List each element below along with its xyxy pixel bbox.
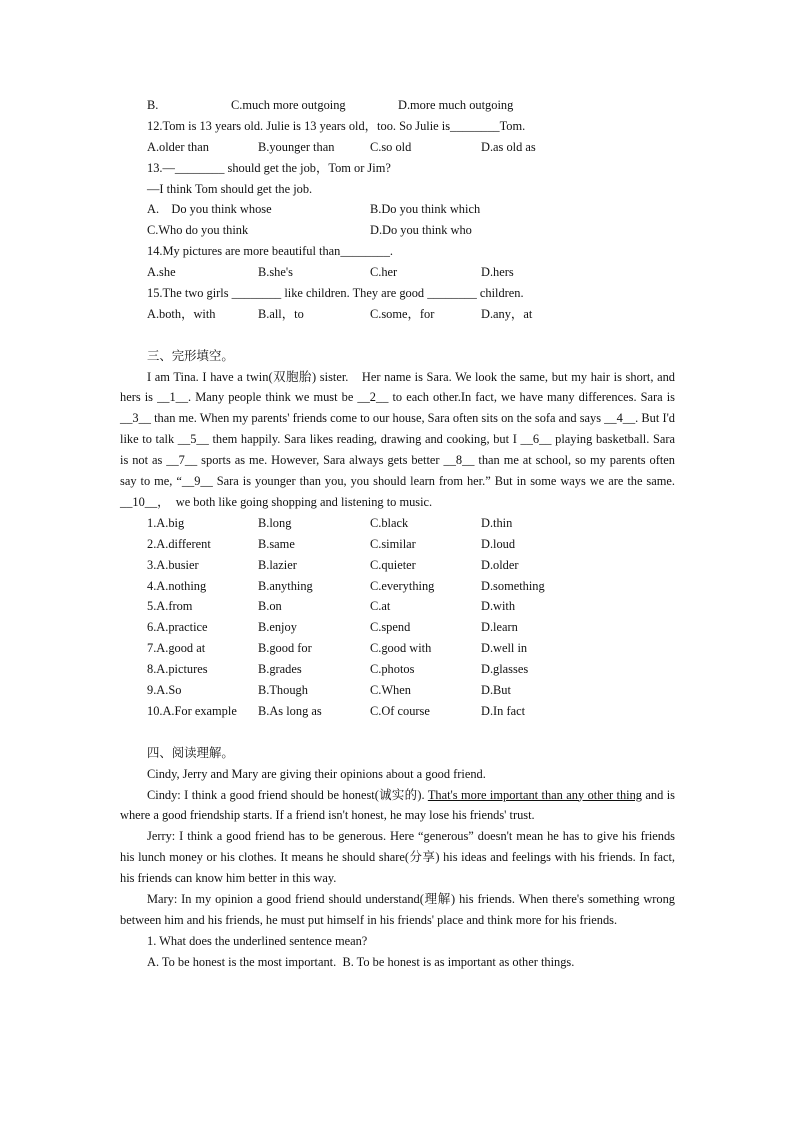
q14-option-d: D.hers <box>481 265 514 280</box>
cloze-option-c: C.Of course <box>370 703 430 718</box>
cloze-option-a: 7.A.good at <box>147 641 206 656</box>
q13-option-a: A. Do you think whose <box>147 202 272 217</box>
cloze-option-d: D.learn <box>481 620 518 635</box>
q13-option-c: C.Who do you think <box>147 223 249 238</box>
cloze-option-row <box>120 596 675 617</box>
cloze-option-a: 3.A.busier <box>147 557 199 572</box>
cloze-option-b: B.lazier <box>258 557 297 572</box>
cloze-option-c: C.at <box>370 599 391 614</box>
reading-q1-options <box>120 952 675 973</box>
q12-option-a: A.older than <box>147 139 209 154</box>
cloze-option-d: D.with <box>481 599 516 614</box>
cloze-option-d: D.loud <box>481 536 516 551</box>
cloze-option-a: 10.A.For example <box>147 703 237 718</box>
q11-options-row <box>120 95 675 116</box>
reading-q1-option-a: A. To be honest is the most important. <box>147 954 337 969</box>
q15-stem: 15.The two girls ________ like children. They are good ________ children. <box>147 286 524 301</box>
cloze-option-c: C.good with <box>370 641 432 656</box>
cloze-option-d: D.But <box>481 683 511 698</box>
cloze-option-b: B.As long as <box>258 703 322 718</box>
q12-stem: 12.Tom is 13 years old. Julie is 13 years old，too. So Julie is________Tom. <box>147 118 526 133</box>
cloze-option-a: 9.A.So <box>147 683 182 698</box>
cloze-option-row <box>120 555 675 576</box>
cloze-option-b: B.on <box>258 599 282 614</box>
cloze-option-row <box>120 534 675 555</box>
q14-option-c: C.her <box>370 265 398 280</box>
cloze-option-b: B.Though <box>258 683 308 698</box>
cloze-option-c: C.quieter <box>370 557 416 572</box>
cloze-option-row <box>120 659 675 680</box>
q15-option-c: C.some，for <box>370 306 435 321</box>
q13-option-b: B.Do you think which <box>370 202 481 217</box>
q12-option-d: D.as old as <box>481 139 536 154</box>
cindy-text-end: and is where a good friendship starts. If a friend isn't honest, he may lose his friends' trust. <box>120 787 676 823</box>
cloze-option-b: B.enjoy <box>258 620 297 635</box>
reading-q1-option-b: B. To be honest is as important as other things. <box>342 954 575 969</box>
cloze-option-c: C.everything <box>370 578 435 593</box>
cloze-option-a: 5.A.from <box>147 599 193 614</box>
q12-option-b: B.younger than <box>258 139 335 154</box>
cloze-passage: I am Tina. I have a twin(双胞胎) sister. Her name is Sara. We look the same, but my hair is short, and hers is __1__. Many people think we must be __2__ to each other.In fact, we have many differences. Sara is __3__ than me. When my parents' friends come to our house, Sara often sits on the sofa and says __4__. But I'd like to talk __5__ them happily. Sara likes reading, drawing and cooking, but I __6__ playing basketball. Sara is not as __7__ sports as me. However, Sara always gets better __8__ than me at school, so my parents often say to me, “__9__ Sara is younger than you, you should learn from her.” But in some ways we are the same. __10__， we both like going shopping and listening to music. <box>120 369 675 510</box>
cindy-text-start: Cindy: I think a good friend should be honest(诚实的). <box>147 787 428 802</box>
cloze-option-d: D.glasses <box>481 662 529 677</box>
cloze-option-c: C.When <box>370 683 411 698</box>
q15-option-b: B.all，to <box>258 306 304 321</box>
q15-option-a: A.both，with <box>147 306 216 321</box>
q15-options-row <box>120 304 675 325</box>
q14-option-a: A.she <box>147 265 176 280</box>
q13-options-row-1 <box>120 199 675 220</box>
q13-stem: 13.—________ should get the job，Tom or Jim? <box>147 160 391 175</box>
cloze-option-b: B.long <box>258 515 292 530</box>
reading-heading: 四、阅读理解。 <box>147 745 234 760</box>
cloze-option-d: D.something <box>481 578 545 593</box>
reading-jerry-paragraph: Jerry: I think a good friend has to be generous. Here “generous” doesn't mean he has to give his friends his lunch money or his clothes. It means he should share(分享) his ideas and feelings with his friends. In fact, his friends can know him better in this way. <box>120 829 675 886</box>
cloze-option-b: B.anything <box>258 578 313 593</box>
cloze-option-row <box>120 638 675 659</box>
worksheet-page <box>120 95 675 973</box>
cloze-options <box>120 513 675 722</box>
reading-intro: Cindy, Jerry and Mary are giving their opinions about a good friend. <box>147 766 486 781</box>
cloze-option-b: B.good for <box>258 641 312 656</box>
q11-option-d: D.more much outgoing <box>398 98 514 112</box>
q12-option-c: C.so old <box>370 139 412 154</box>
reading-cindy-paragraph <box>120 785 675 827</box>
cloze-option-d: D.thin <box>481 515 513 530</box>
q12-options-row <box>120 137 675 158</box>
q15-option-d: D.any，at <box>481 306 533 321</box>
cloze-option-b: B.grades <box>258 662 302 677</box>
underlined-sentence: That's more important than any other thing <box>427 787 642 802</box>
cloze-option-a: 8.A.pictures <box>147 662 208 677</box>
cloze-option-d: D.well in <box>481 641 528 656</box>
cloze-option-row <box>120 576 675 597</box>
cloze-option-c: C.spend <box>370 620 411 635</box>
q13-reply: —I think Tom should get the job. <box>147 181 313 196</box>
cloze-option-a: 4.A.nothing <box>147 578 207 593</box>
cloze-option-b: B.same <box>258 536 295 551</box>
cloze-option-a: 2.A.different <box>147 536 211 551</box>
cloze-option-a: 1.A.big <box>147 515 185 530</box>
cloze-option-c: C.black <box>370 515 409 530</box>
reading-q1-stem: 1. What does the underlined sentence mean? <box>147 933 368 948</box>
q14-stem: 14.My pictures are more beautiful than________. <box>147 244 394 259</box>
q11-option-b: B. <box>147 98 159 112</box>
q14-option-b: B.she's <box>258 265 293 280</box>
cloze-option-c: C.photos <box>370 662 415 677</box>
cloze-option-d: D.older <box>481 557 519 572</box>
cloze-option-row <box>120 617 675 638</box>
cloze-option-row <box>120 680 675 701</box>
cloze-heading: 三、完形填空。 <box>147 348 234 363</box>
cloze-option-c: C.similar <box>370 536 416 551</box>
cloze-option-d: D.In fact <box>481 703 526 718</box>
q11-option-c: C.much more outgoing <box>231 98 346 112</box>
q13-options-row-2 <box>120 220 675 241</box>
cloze-option-a: 6.A.practice <box>147 620 208 635</box>
cloze-option-row <box>120 513 675 534</box>
q14-options-row <box>120 262 675 283</box>
q13-option-d: D.Do you think who <box>370 223 472 238</box>
reading-mary-paragraph: Mary: In my opinion a good friend should understand(理解) his friends. When there's something wrong between him and his friends, he must put himself in his friends' place and think more for his friends. <box>120 892 675 927</box>
cloze-option-row <box>120 701 675 722</box>
